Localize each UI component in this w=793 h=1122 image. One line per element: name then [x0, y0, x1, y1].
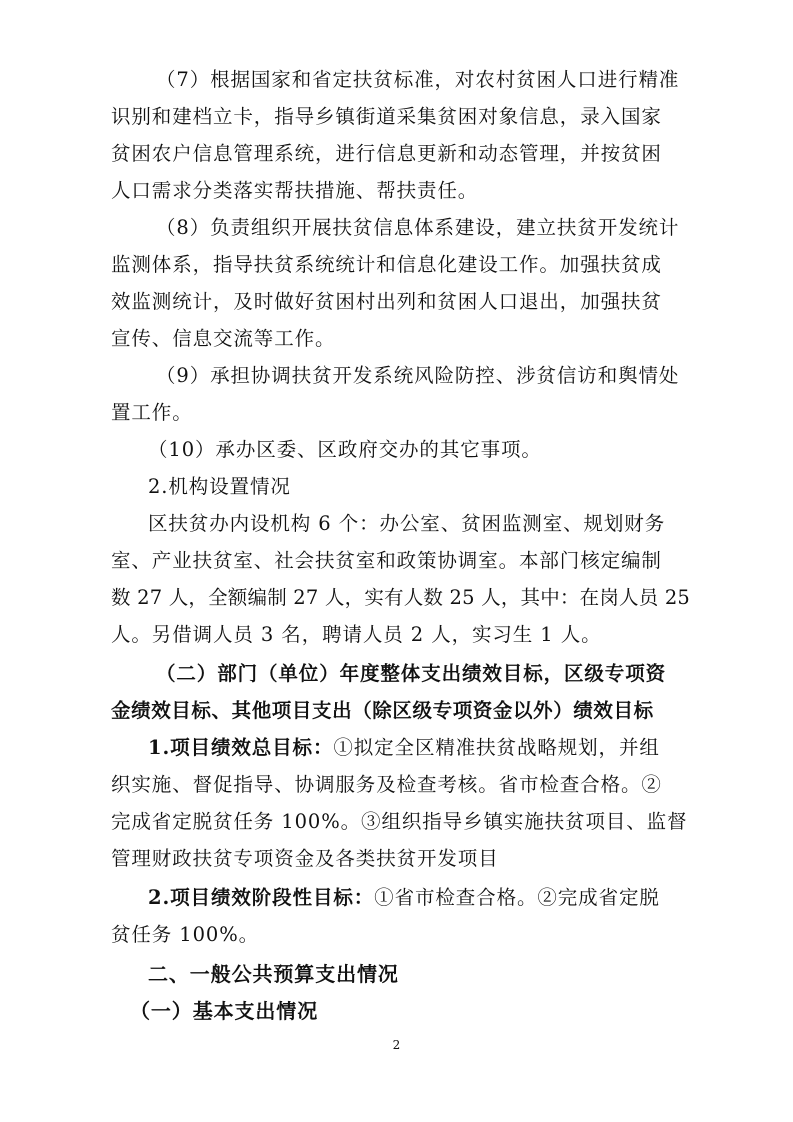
paragraph-line: 识别和建档立卡，指导乡镇街道采集贫困对象信息，录入国家 [111, 105, 662, 128]
goal-text: ①省市检查合格。②完成省定脱 [374, 886, 660, 909]
section-heading: 2.机构设置情况 [148, 475, 291, 498]
subsection-heading: （一）基本支出情况 [130, 999, 319, 1023]
paragraph-line: 人口需求分类落实帮扶措施、帮扶责任。 [111, 179, 479, 202]
paragraph-line: （7）根据国家和省定扶贫标准，对农村贫困人口进行精准 [156, 68, 680, 91]
paragraph-line: 宣传、信息交流等工作。 [111, 327, 336, 350]
section-heading-bold: 金绩效目标、其他项目支出（除区级专项资金以外）绩效目标 [111, 699, 654, 722]
paragraph-line: 完成省定脱贫任务 100%。③组织指导乡镇实施扶贫项目、监督 [111, 810, 688, 833]
paragraph-line: 室、产业扶贫室、社会扶贫室和政策协调室。本部门核定编制 [111, 549, 662, 572]
paragraph-line: 织实施、督促指导、协调服务及检查考核。省市检查合格。② [111, 773, 662, 796]
paragraph-line [148, 884, 660, 912]
chapter-heading: 二、一般公共预算支出情况 [148, 962, 399, 986]
paragraph-line: 置工作。 [111, 401, 193, 424]
paragraph-line: （8）负责组织开展扶贫信息体系建设，建立扶贫开发统计 [156, 216, 680, 239]
goal-text: ①拟定全区精准扶贫战略规划，并组 [333, 736, 660, 759]
paragraph-line: 数 27 人，全额编制 27 人，实有人数 25 人，其中：在岗人员 25 [111, 586, 691, 609]
section-heading-bold: （二）部门（单位）年度整体支出绩效目标，区级专项资 [156, 662, 667, 685]
paragraph-line: 效监测统计，及时做好贫困村出列和贫困人口退出，加强扶贫 [111, 290, 662, 313]
page-number: 2 [392, 1038, 401, 1052]
paragraph-line [148, 734, 660, 762]
goal-label: 1.项目绩效总目标： [148, 736, 334, 759]
paragraph-line: 贫困农户信息管理系统，进行信息更新和动态管理，并按贫困 [111, 142, 662, 165]
paragraph-line: 监测体系，指导扶贫系统统计和信息化建设工作。加强扶贫成 [111, 253, 662, 276]
paragraph-line: （10）承办区委、区政府交办的其它事项。 [148, 438, 542, 461]
paragraph-line: 人。另借调人员 3 名，聘请人员 2 人，实习生 1 人。 [111, 623, 602, 646]
paragraph-line: 贫任务 100%。 [111, 923, 260, 946]
paragraph-line: 管理财政扶贫专项资金及各类扶贫开发项目 [111, 847, 499, 870]
paragraph-line: 区扶贫办内设机构 6 个：办公室、贫困监测室、规划财务 [148, 512, 666, 535]
paragraph-line: （9）承担协调扶贫开发系统风险防控、涉贫信访和舆情处 [156, 364, 680, 387]
goal-label: 2.项目绩效阶段性目标： [148, 886, 375, 909]
